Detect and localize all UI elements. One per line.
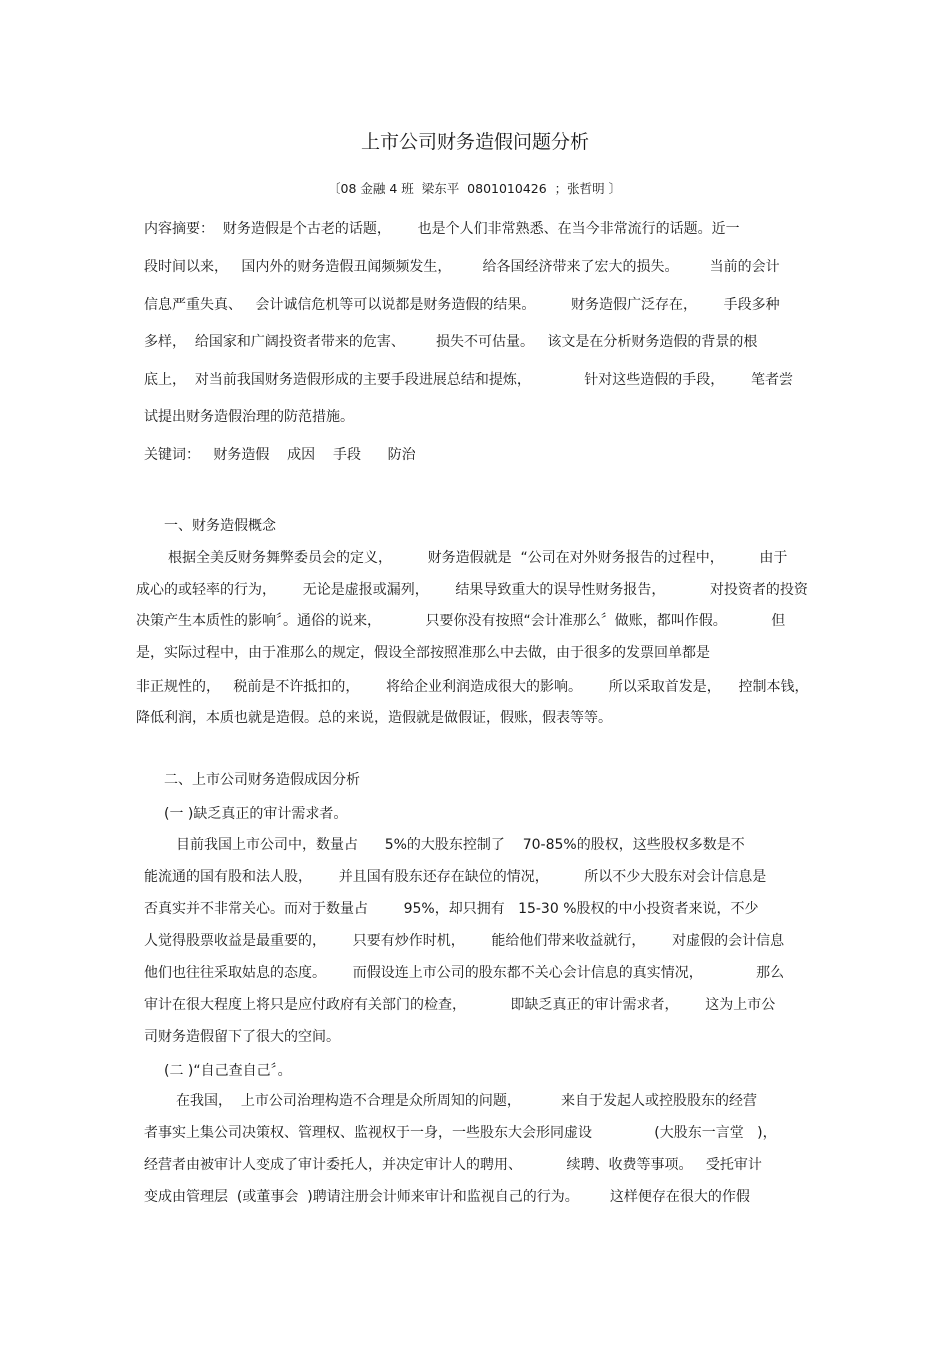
subsection2-line: 变成由管理层 (或董事会 )聘请注册会计师来审计和监视自己的行为。 这样便存在很大的作假 bbox=[144, 1189, 750, 1205]
subsection1-line: 审计在很大程度上将只是应付政府有关部门的检查， 即缺乏真正的审计需求者， 这为上市公 bbox=[144, 997, 776, 1013]
section1-line: 是，实际过程中，由于准那么的规定，假设全部按照准那么中去做，由于很多的发票回单都是 bbox=[136, 645, 710, 661]
subsection1-line: 目前我国上市公司中，数量占 5%的大股东控制了 70-85%的股权，这些股权多数是不 bbox=[176, 837, 745, 853]
subsection1-heading: (一 )缺乏真正的审计需求者。 bbox=[164, 806, 348, 822]
document-title: 上市公司财务造假问题分析 bbox=[360, 131, 589, 153]
author-byline: 〔08 金融 4 班 梁东平 0801010426 ；张哲明 〕 bbox=[328, 181, 622, 196]
subsection1-line: 否真实并不非常关心。而对于数量占 95%，却只拥有 15-30 %股权的中小投资者来说，不少 bbox=[144, 901, 759, 917]
section1-heading: 一、财务造假概念 bbox=[164, 518, 276, 534]
subsection2-line: 在我国， 上市公司治理构造不合理是众所周知的问题， 来自于发起人或控股股东的经营 bbox=[176, 1093, 757, 1109]
abstract-line: 段时间以来， 国内外的财务造假丑闻频频发生， 给各国经济带来了宏大的损失。 当前的会计 bbox=[144, 259, 780, 275]
subsection1-line: 他们也往往采取姑息的态度。 而假设连上市公司的股东都不关心会计信息的真实情况， 那么 bbox=[144, 965, 785, 981]
section1-line: 决策产生本质性的影响〞。通俗的说来， 只要你没有按照“会计准那么〞做账，都叫作假。 但 bbox=[136, 613, 786, 629]
subsection2-line: 经营者由被审计人变成了审计委托人，并决定审计人的聘用、 续聘、收费等事项。 受托审计 bbox=[144, 1157, 762, 1173]
subsection2-line: 者事实上集公司决策权、管理权、监视权于一身，一些股东大会形同虚设 (大股东一言堂 )， bbox=[144, 1125, 777, 1141]
subsection1-line: 能流通的国有股和法人股， 并且国有股东还存在缺位的情况， 所以不少大股东对会计信息是 bbox=[144, 869, 767, 885]
abstract-line: 信息严重失真、 会计诚信危机等可以说都是财务造假的结果。 财务造假广泛存在， 手段多种 bbox=[144, 297, 780, 313]
abstract-line: 底上， 对当前我国财务造假形成的主要手段进展总结和提炼， 针对这些造假的手段， 笔者尝 bbox=[144, 372, 794, 388]
abstract-line: 多样， 给国家和广阔投资者带来的危害、 损失不可估量。 该文是在分析财务造假的背景的根 bbox=[144, 334, 758, 350]
section1-line: 降低利润，本质也就是造假。总的来说，造假就是做假证，假账，假表等等。 bbox=[136, 710, 612, 726]
subsection1-line: 人觉得股票收益是最重要的， 只要有炒作时机， 能给他们带来收益就行， 对虚假的会计信息 bbox=[144, 933, 785, 949]
section1-line: 非正规性的， 税前是不许抵扣的， 将给企业利润造成很大的影响。 所以采取首发是， 控制本钱， bbox=[136, 679, 809, 695]
subsection1-line: 司财务造假留下了很大的空间。 bbox=[144, 1029, 340, 1045]
keywords: 关键词： 财务造假 成因 手段 防治 bbox=[144, 447, 416, 463]
section1-line: 根据全美反财务舞弊委员会的定义， 财务造假就是 “公司在对外财务报告的过程中， 由于 bbox=[168, 550, 788, 566]
abstract-line: 试提出财务造假治理的防范措施。 bbox=[144, 409, 354, 425]
section1-line: 成心的或轻率的行为， 无论是虚报或漏列， 结果导致重大的误导性财务报告， 对投资者的投资 bbox=[136, 582, 808, 598]
subsection2-heading: (二 )“自己查自己〞。 bbox=[164, 1063, 292, 1079]
section2-heading: 二、上市公司财务造假成因分析 bbox=[164, 772, 360, 788]
abstract-line: 内容摘要： 财务造假是个古老的话题， 也是个人们非常熟悉、在当今非常流行的话题。近一 bbox=[144, 221, 740, 237]
